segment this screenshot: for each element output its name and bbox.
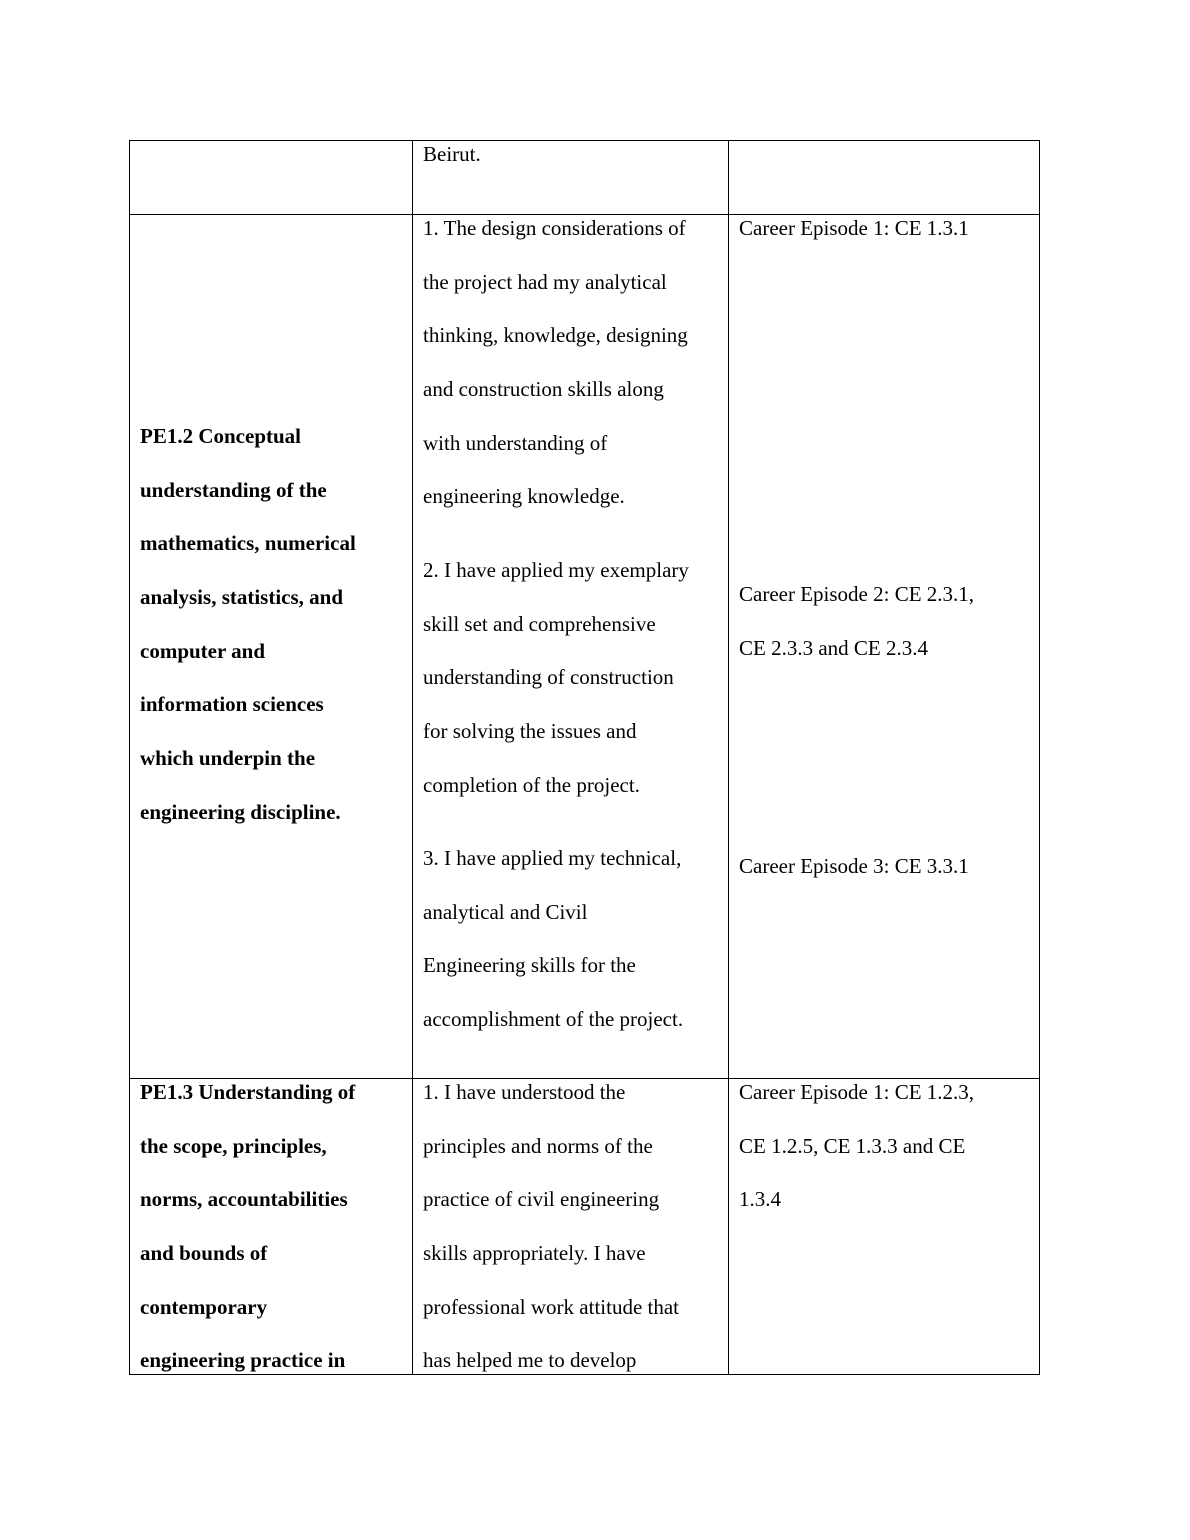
table-column-divider-2 — [728, 140, 729, 1375]
text-line: with understanding of — [423, 430, 608, 455]
table-column-divider-1 — [412, 140, 413, 1375]
text-line: contemporary — [140, 1294, 268, 1319]
text-line: completion of the project. — [423, 772, 640, 797]
text-line: engineering knowledge. — [423, 484, 625, 509]
text-line: analytical and Civil — [423, 899, 588, 924]
text-line: Engineering skills for the — [423, 953, 636, 978]
text-line: engineering practice in — [140, 1348, 346, 1373]
text-line: principles and norms of the — [423, 1133, 653, 1158]
text-line: 3. I have applied my technical, — [423, 846, 682, 870]
text-line: Career Episode 3: CE 3.3.1 — [739, 854, 969, 878]
text-line: has helped me to develop — [423, 1348, 637, 1373]
text-line: for solving the issues and — [423, 719, 637, 744]
pe1-3-evidence-paragraph-1 — [423, 1066, 679, 1388]
text-line: PE1.3 Understanding of — [140, 1080, 356, 1104]
pe1-2-evidence-paragraph-2 — [423, 544, 689, 812]
text-line: 1. The design considerations of — [423, 216, 686, 240]
pe1-2-evidence-paragraph-1 — [423, 202, 688, 524]
text-line: understanding of construction — [423, 665, 674, 690]
text-line: norms, accountabilities — [140, 1187, 348, 1212]
text-line: 1.3.4 — [739, 1187, 781, 1212]
text-line: information sciences — [140, 692, 324, 717]
text-line: 1. I have understood the — [423, 1080, 626, 1104]
text-line: accomplishment of the project. — [423, 1007, 684, 1032]
text-line: engineering discipline. — [140, 799, 341, 824]
text-line: CE 1.2.5, CE 1.3.3 and CE — [739, 1133, 966, 1158]
pe1-2-competency-cell — [140, 410, 356, 840]
text-line: Beirut. — [423, 142, 481, 166]
text-line: Career Episode 1: CE 1.2.3, — [739, 1080, 975, 1104]
pe1-2-reference-3 — [739, 840, 969, 894]
text-line: and construction skills along — [423, 377, 664, 402]
text-line: skill set and comprehensive — [423, 611, 656, 636]
text-line: the project had my analytical — [423, 269, 667, 294]
text-line: computer and — [140, 638, 266, 663]
text-line: and bounds of — [140, 1241, 268, 1266]
row0-middle-cell — [423, 128, 481, 182]
text-line: CE 2.3.3 and CE 2.3.4 — [739, 635, 928, 660]
text-line: Career Episode 2: CE 2.3.1, — [739, 582, 975, 606]
text-line: analysis, statistics, and — [140, 585, 344, 610]
text-line: thinking, knowledge, designing — [423, 323, 688, 348]
pe1-3-competency-cell — [140, 1066, 355, 1388]
text-line: professional work attitude that — [423, 1294, 680, 1319]
pe1-3-reference-1 — [739, 1066, 974, 1227]
pe1-2-reference-1 — [739, 202, 969, 256]
text-line: mathematics, numerical — [140, 531, 356, 556]
pe1-2-evidence-paragraph-3 — [423, 832, 683, 1047]
pe1-2-reference-2 — [739, 568, 974, 675]
text-line: which underpin the — [140, 746, 316, 771]
text-line: PE1.2 Conceptual — [140, 424, 302, 448]
text-line: skills appropriately. I have — [423, 1241, 646, 1266]
text-line: 2. I have applied my exemplary — [423, 558, 689, 582]
text-line: understanding of the — [140, 477, 327, 502]
text-line: the scope, principles, — [140, 1133, 327, 1158]
text-line: Career Episode 1: CE 1.3.1 — [739, 216, 969, 240]
text-line: practice of civil engineering — [423, 1187, 660, 1212]
